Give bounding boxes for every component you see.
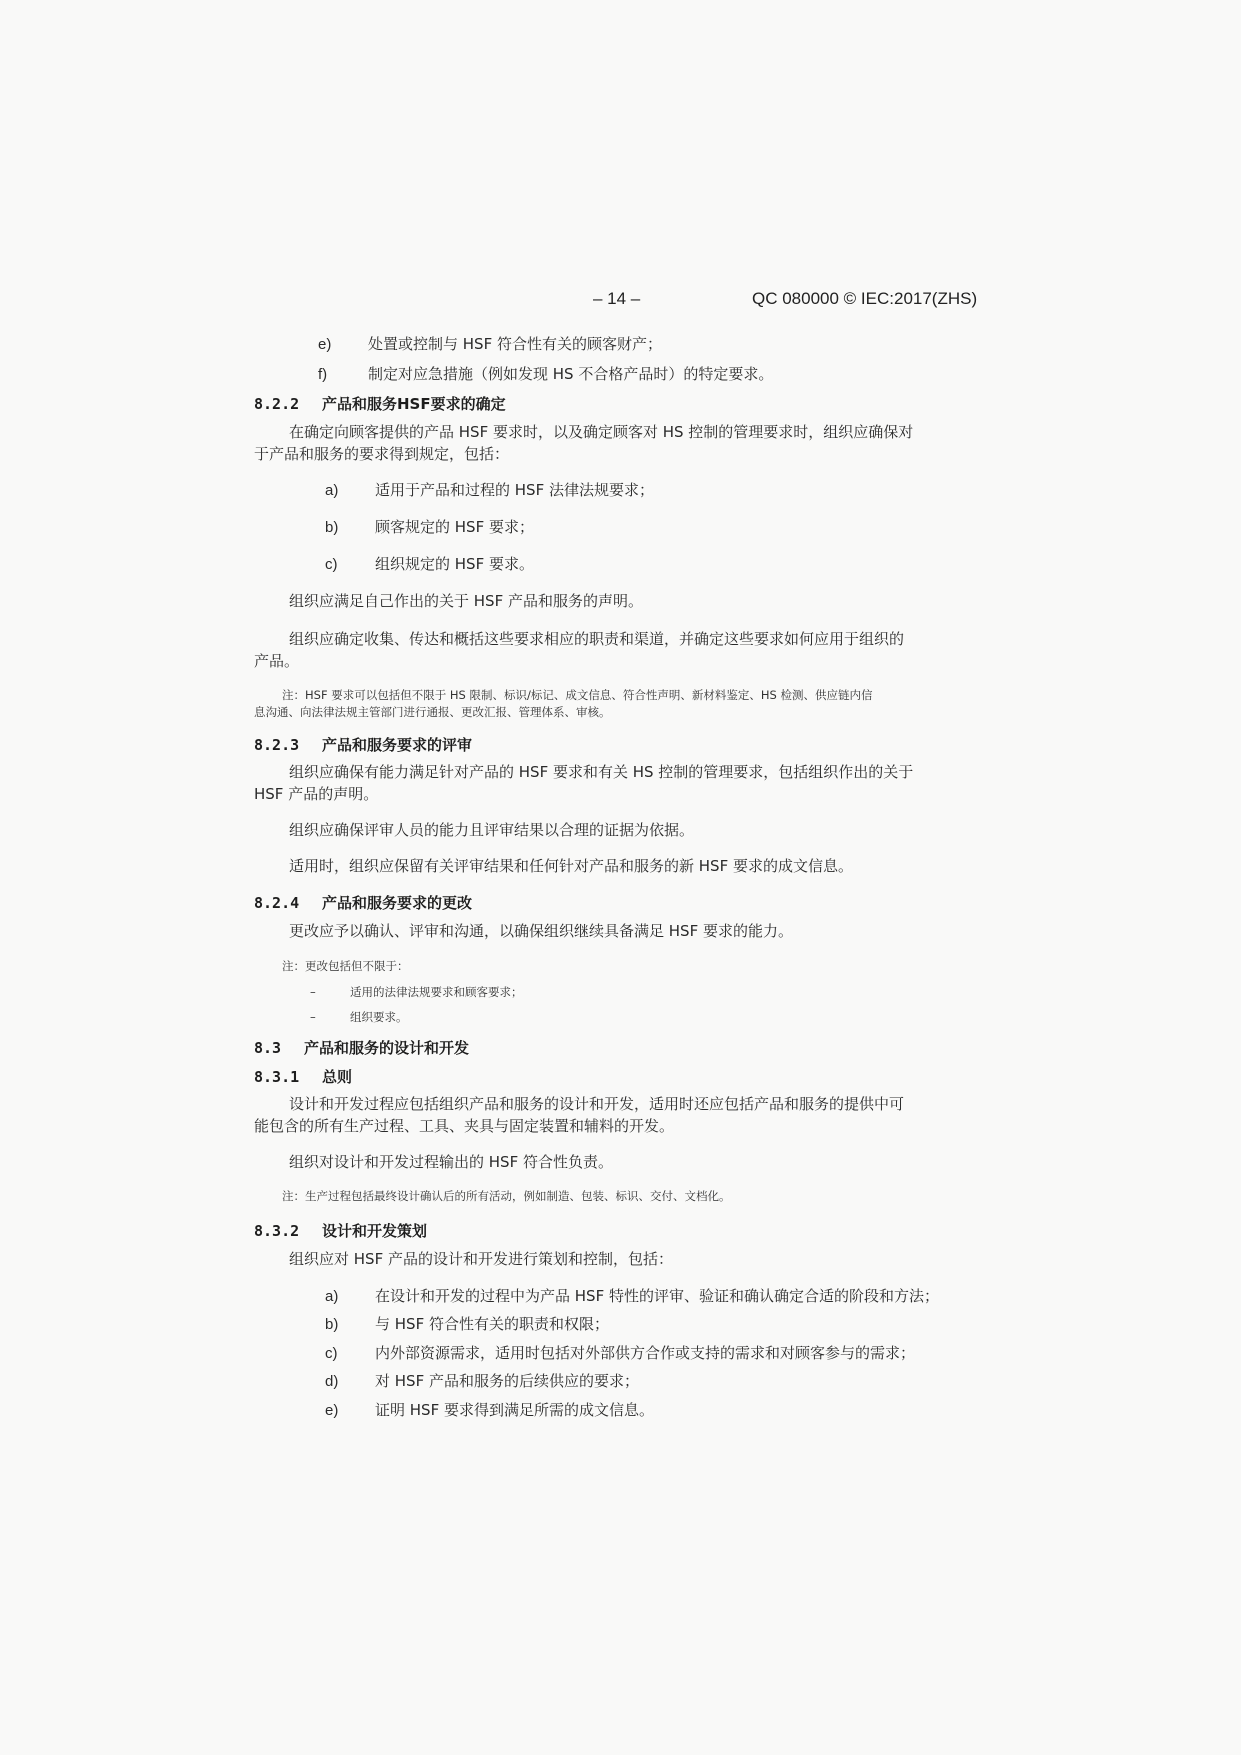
page-number: – 14 –	[593, 289, 641, 308]
list-item: a) 在设计和开发的过程中为产品 HSF 特性的评审、验证和确认确定合适的阶段和方法；	[325, 1287, 939, 1305]
section-heading-8-2-2: 8.2.2 产品和服务HSF要求的确定	[254, 395, 506, 413]
list-item: d) 对 HSF 产品和服务的后续供应的要求；	[325, 1372, 639, 1390]
section-heading-8-3-1: 8.3.1 总则	[254, 1068, 353, 1086]
paragraph: 更改应予以确认、评审和沟通，以确保组织继续具备满足 HSF 要求的能力。	[289, 922, 793, 940]
list-item: c) 组织规定的 HSF 要求。	[325, 555, 534, 573]
list-item: – 适用的法律法规要求和顾客要求；	[310, 985, 523, 999]
list-item: b) 顾客规定的 HSF 要求；	[325, 518, 534, 536]
paragraph: 适用时，组织应保留有关评审结果和任何针对产品和服务的新 HSF 要求的成文信息。	[289, 857, 853, 875]
section-heading-8-3-2: 8.3.2 设计和开发策划	[254, 1222, 428, 1240]
list-item: f) 制定对应急措施（例如发现 HS 不合格产品时）的特定要求。	[318, 365, 774, 383]
paragraph: 组织应确保评审人员的能力且评审结果以合理的证据为依据。	[289, 821, 695, 839]
section-heading-8-2-4: 8.2.4 产品和服务要求的更改	[254, 894, 473, 912]
paragraph: 设计和开发过程应包括组织产品和服务的设计和开发，适用时还应包括产品和服务的提供中可	[289, 1095, 905, 1113]
list-item: b) 与 HSF 符合性有关的职责和权限；	[325, 1315, 609, 1333]
list-item: e) 处置或控制与 HSF 符合性有关的顾客财产；	[318, 335, 662, 353]
section-heading-8-2-3: 8.2.3 产品和服务要求的评审	[254, 736, 473, 754]
list-item: a) 适用于产品和过程的 HSF 法律法规要求；	[325, 481, 654, 499]
note: 注：HSF 要求可以包括但不限于 HS 限制、标识/标记、成文信息、符合性声明、新材料鉴定、HS 检测、供应链内信	[282, 688, 873, 702]
paragraph: 产品。	[254, 652, 300, 670]
paragraph: HSF 产品的声明。	[254, 785, 379, 803]
paragraph: 组织对设计和开发过程输出的 HSF 符合性负责。	[289, 1153, 613, 1171]
paragraph: 组织应确保有能力满足针对产品的 HSF 要求和有关 HS 控制的管理要求，包括组织作出的关于	[289, 763, 914, 781]
document-id: QC 080000 © IEC:2017(ZHS)	[752, 289, 978, 308]
list-item: e) 证明 HSF 要求得到满足所需的成文信息。	[325, 1401, 654, 1419]
paragraph: 在确定向顾客提供的产品 HSF 要求时，以及确定顾客对 HS 控制的管理要求时，组织应确保对	[289, 423, 914, 441]
paragraph: 组织应满足自己作出的关于 HSF 产品和服务的声明。	[289, 592, 643, 610]
list-item: c) 内外部资源需求，适用时包括对外部供方合作或支持的需求和对顾客参与的需求；	[325, 1344, 916, 1362]
paragraph: 组织应对 HSF 产品的设计和开发进行策划和控制，包括：	[289, 1250, 673, 1268]
paragraph: 能包含的所有生产过程、工具、夹具与固定装置和辅料的开发。	[254, 1117, 675, 1135]
note: 注：生产过程包括最终设计确认后的所有活动，例如制造、包装、标识、交付、文档化。	[282, 1189, 731, 1203]
note: 注：更改包括但不限于：	[282, 959, 409, 973]
list-item: – 组织要求。	[310, 1010, 408, 1024]
paragraph: 组织应确定收集、传达和概括这些要求相应的职责和渠道，并确定这些要求如何应用于组织的	[289, 630, 905, 648]
note: 息沟通、向法律法规主管部门进行通报、更改汇报、管理体系、审核。	[254, 705, 611, 719]
section-heading-8-3: 8.3 产品和服务的设计和开发	[254, 1039, 470, 1057]
paragraph: 于产品和服务的要求得到规定，包括：	[254, 445, 510, 463]
